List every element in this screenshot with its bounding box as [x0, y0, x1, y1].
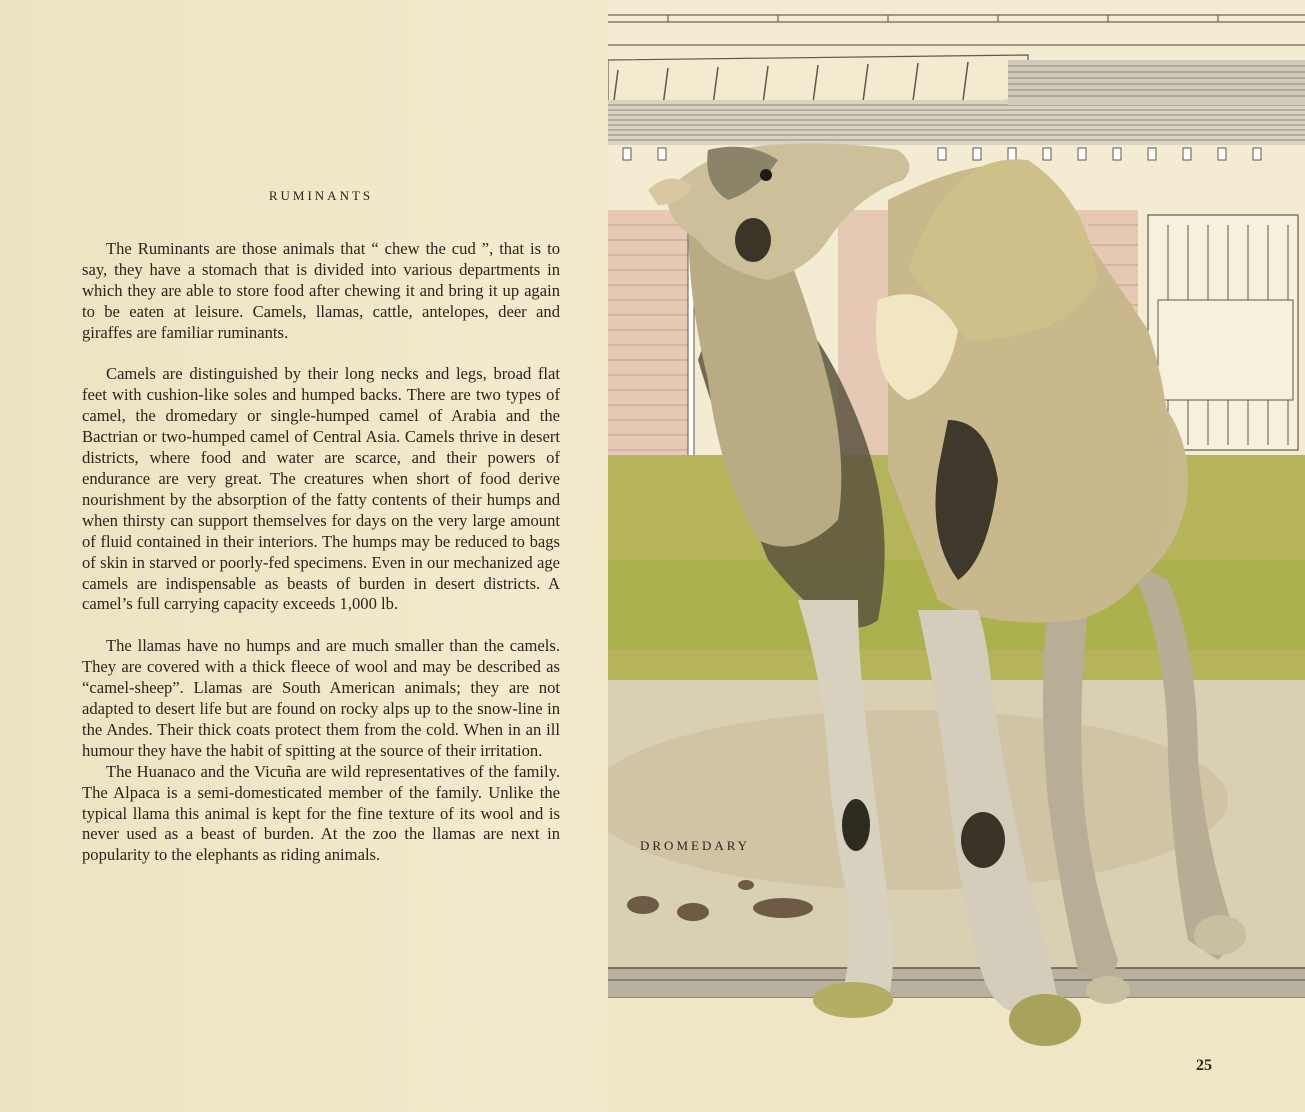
- illustration-caption: DROMEDARY: [640, 838, 751, 853]
- section-heading: RUMINANTS: [268, 188, 374, 203]
- paragraph-camels: Camels are distinguished by their long necks and legs, broad flat feet with cushion-like soles and humped backs. There are two types of camel, the dromedary or single-humped camel of Arabia and the Bactrian or two-humped camel of Central Asia. Camels thrive in desert districts, where food and water are scarce, and their powers of endurance are very great. The creatures when short of food derive nourishment by the absorption of the fatty contents of their humps and when thirsty can support themselves for days on the very large amount of fluid contained in their interiors. The humps may be reduced to bags of skin in starved or poorly-fed specimens. Even in our mechanized age camels are indispensable as beasts of burden in desert districts. A camel’s full carrying capacity exceeds 1,000 lb.: [82, 364, 560, 614]
- text-column: [82, 186, 560, 866]
- paragraph-ruminants: The Ruminants are those animals that “ chew the cud ”, that is to say, they have a stomach that is divided into various departments in which they are able to store food after chewing it and bring it up again to be eaten at leisure. Camels, llamas, cattle, antelopes, deer and giraffes are familiar ruminants.: [82, 238, 560, 342]
- paragraph-llamas: The llamas have no humps and are much smaller than the camels. They are covered with a thick fleece of wool and may be described as “camel-sheep”. Llamas are South American animals; they are not adapted to desert life but are found on rocky alps up to the snow-line in the Andes. Their thick coats protect them from the cold. When in an ill humour they have the habit of spitting at the source of their irritation.: [82, 636, 560, 760]
- page-number: 25: [1196, 1057, 1212, 1074]
- paragraph-huanaco: The Huanaco and the Vicuña are wild representatives of the family. The Alpaca is a semi-domesticated member of the family. Unlike the typical llama this animal is kept for the fine texture of its wool and is never used as a beast of burden. At the zoo the llamas are next in popularity to the elephants as riding animals.: [82, 761, 560, 865]
- camel-illustration: [608, 0, 1305, 1112]
